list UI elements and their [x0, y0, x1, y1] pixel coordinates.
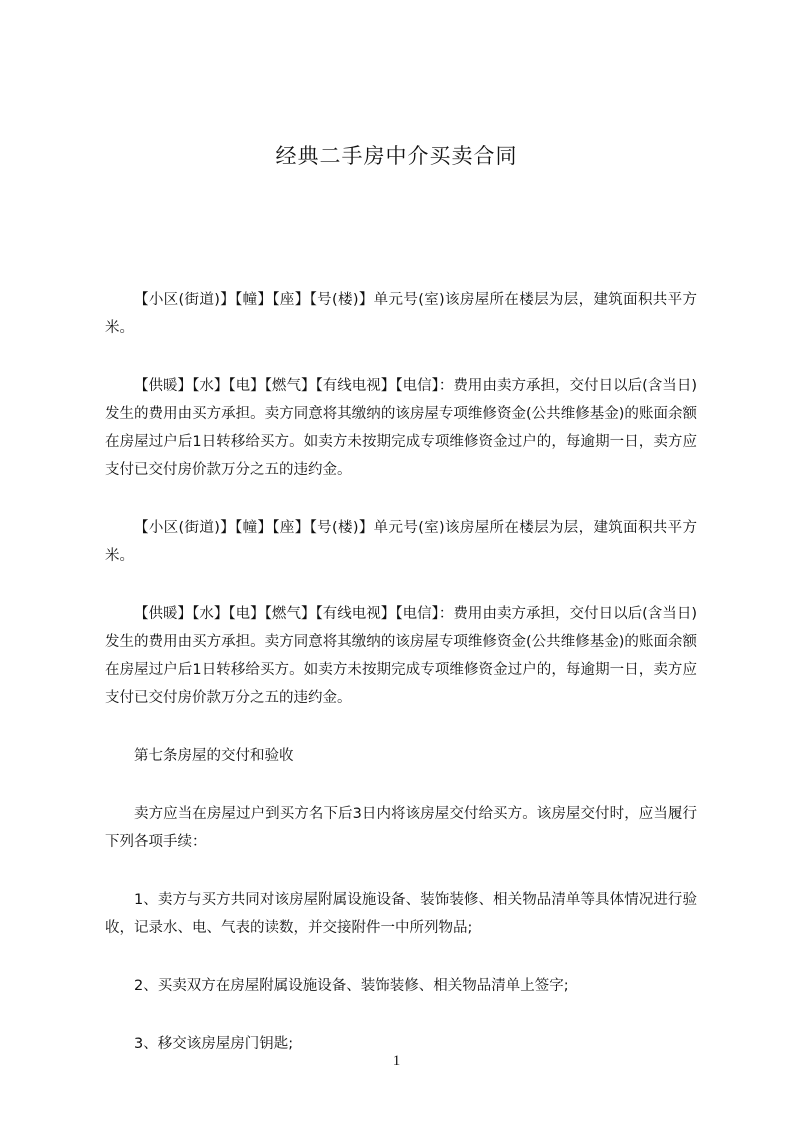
paragraph-utility-fees-2: 【供暖】【水】【电】【燃气】【有线电视】【电信】：费用由卖方承担，交付日以后(含当日)发生的费用由买方承担。卖方同意将其缴纳的该房屋专项维修资金(公共维修基金)的账面余额在房屋过户后1日转移给买方。如卖方未按期完成专项维修资金过户的，每逾期一日，卖方应支付已交付房价款万分之五的违约金。	[105, 606, 697, 706]
paragraph-property-location-1: 【小区(街道)】【幢】【座】【号(楼)】单元号(室)该房屋所在楼层为层，建筑面积共平方米。	[105, 292, 697, 336]
document-body	[105, 286, 697, 1058]
list-item-keys-handover: 3、移交该房屋房门钥匙;	[134, 1036, 294, 1052]
page-number: 1	[392, 1053, 401, 1069]
paragraph-utility-fees-1: 【供暖】【水】【电】【燃气】【有线电视】【电信】：费用由卖方承担，交付日以后(含当日)发生的费用由买方承担。卖方同意将其缴纳的该房屋专项维修资金(公共维修基金)的账面余额在房屋过户后1日转移给买方。如卖方未按期完成专项维修资金过户的，每逾期一日，卖方应支付已交付房价款万分之五的违约金。	[105, 378, 697, 478]
section-heading-article-7: 第七条房屋的交付和验收	[134, 748, 294, 764]
document-title: 经典二手房中介买卖合同	[275, 144, 518, 168]
paragraph-property-location-2: 【小区(街道)】【幢】【座】【号(楼)】单元号(室)该房屋所在楼层为层，建筑面积共平方米。	[105, 520, 697, 564]
paragraph-delivery-terms: 卖方应当在房屋过户到买方名下后3日内将该房屋交付给买方。该房屋交付时，应当履行下列各项手续：	[105, 806, 697, 850]
list-item-inspection: 1、卖方与买方共同对该房屋附属设施设备、装饰装修、相关物品清单等具体情况进行验收，记录水、电、气表的读数，并交接附件一中所列物品;	[105, 892, 697, 936]
list-item-signing: 2、买卖双方在房屋附属设施设备、装饰装修、相关物品清单上签字;	[134, 978, 569, 994]
